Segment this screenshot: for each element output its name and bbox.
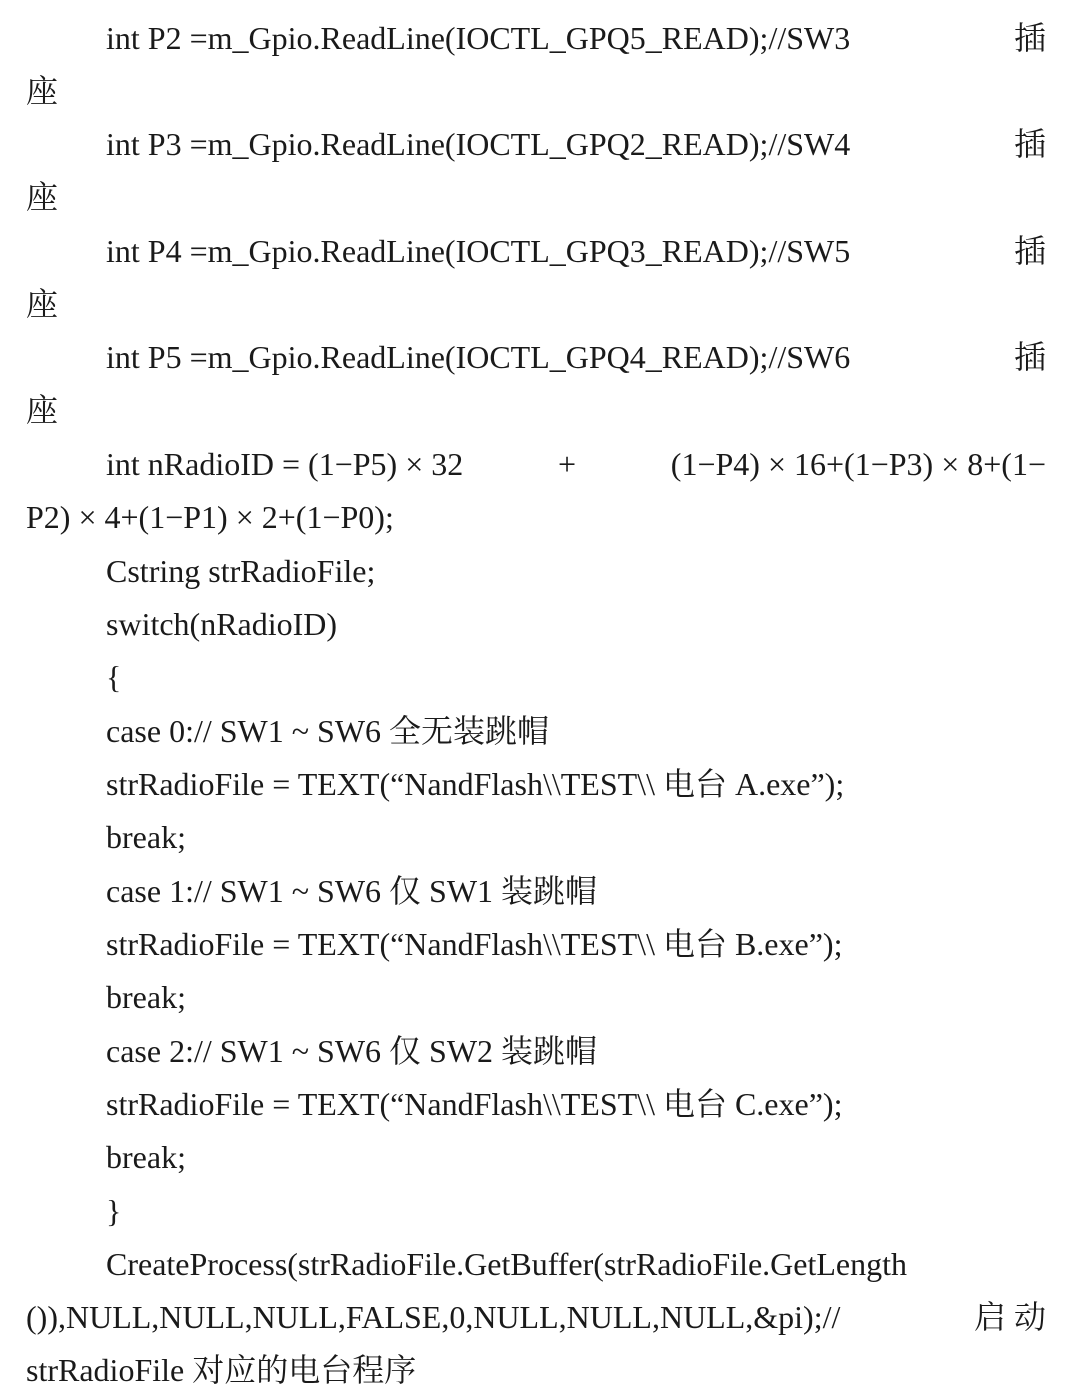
code-text: case 2:// SW1 ~ SW6 仅 SW2 装跳帽 xyxy=(106,1033,598,1069)
code-text: Cstring strRadioFile; xyxy=(106,553,376,589)
code-line-cstring xyxy=(106,545,1046,598)
code-line-assign-a xyxy=(106,758,1046,811)
code-line-p4-wrap xyxy=(26,278,1046,331)
code-line-break-1 xyxy=(106,811,1046,864)
code-line-p3-wrap xyxy=(26,171,1046,224)
code-text: 插 xyxy=(1013,126,1046,162)
code-text: strRadioFile 对应的电台程序 xyxy=(26,1352,417,1388)
code-text: } xyxy=(106,1193,122,1229)
code-text: 座 xyxy=(26,179,59,215)
code-line-p3 xyxy=(106,118,1046,171)
code-text: 座 xyxy=(26,73,59,109)
code-line-nradioid xyxy=(106,438,1046,491)
code-line-assign-c xyxy=(106,1078,1046,1131)
code-text: ()),NULL,NULL,NULL,FALSE,0,NULL,NULL,NULL,&pi);// xyxy=(26,1299,841,1335)
code-line-open-brace xyxy=(106,651,1046,704)
code-text: CreateProcess(strRadioFile.GetBuffer(strRadioFile.GetLength xyxy=(106,1246,907,1282)
code-text: int P5 =m_Gpio.ReadLine(IOCTL_GPQ4_READ);//SW6 xyxy=(106,339,851,375)
code-line-switch xyxy=(106,598,1046,651)
code-text: { xyxy=(106,659,122,695)
code-text: int P2 =m_Gpio.ReadLine(IOCTL_GPQ5_READ);//SW3 xyxy=(106,20,851,56)
code-line-p5 xyxy=(106,331,1046,384)
code-text: + xyxy=(557,446,577,482)
code-line-createprocess-args xyxy=(26,1291,1046,1344)
code-text: 启 动 xyxy=(973,1299,1046,1335)
code-line-break-2 xyxy=(106,971,1046,1024)
code-line-p2 xyxy=(106,12,1046,65)
code-text: case 1:// SW1 ~ SW6 仅 SW1 装跳帽 xyxy=(106,873,598,909)
code-text: int P3 =m_Gpio.ReadLine(IOCTL_GPQ2_READ);//SW4 xyxy=(106,126,851,162)
code-line-case-1 xyxy=(106,865,1046,918)
code-text: 插 xyxy=(1013,339,1046,375)
code-line-nradioid-wrap xyxy=(26,491,1046,544)
code-line-case-2 xyxy=(106,1025,1046,1078)
code-text: 插 xyxy=(1013,20,1046,56)
code-text: break; xyxy=(106,1139,186,1175)
code-line-close-brace xyxy=(106,1185,1046,1238)
code-line-p4 xyxy=(106,225,1046,278)
code-text: strRadioFile = TEXT(“NandFlash\\TEST\\ 电台 A.exe”); xyxy=(106,766,845,802)
code-line-createprocess xyxy=(106,1238,1046,1291)
code-text: P2) × 4+(1−P1) × 2+(1−P0); xyxy=(26,499,394,535)
code-text: 座 xyxy=(26,392,59,428)
code-text: break; xyxy=(106,819,186,855)
code-text: switch(nRadioID) xyxy=(106,606,338,642)
code-text: 插 xyxy=(1013,233,1046,269)
code-text: strRadioFile = TEXT(“NandFlash\\TEST\\ 电台 B.exe”); xyxy=(106,926,843,962)
code-line-createprocess-comment xyxy=(26,1344,1046,1397)
code-text: case 0:// SW1 ~ SW6 全无装跳帽 xyxy=(106,713,550,749)
code-text: strRadioFile = TEXT(“NandFlash\\TEST\\ 电台 C.exe”); xyxy=(106,1086,843,1122)
code-text: break; xyxy=(106,979,186,1015)
code-text: (1−P4) × 16+(1−P3) × 8+(1− xyxy=(670,446,1046,482)
code-line-break-3 xyxy=(106,1131,1046,1184)
code-line-p2-wrap xyxy=(26,65,1046,118)
code-line-assign-b xyxy=(106,918,1046,971)
code-line-case-0 xyxy=(106,705,1046,758)
code-text: int P4 =m_Gpio.ReadLine(IOCTL_GPQ3_READ);//SW5 xyxy=(106,233,851,269)
code-text: int nRadioID = (1−P5) × 32 xyxy=(106,446,464,482)
code-line-p5-wrap xyxy=(26,384,1046,437)
code-text: 座 xyxy=(26,286,59,322)
